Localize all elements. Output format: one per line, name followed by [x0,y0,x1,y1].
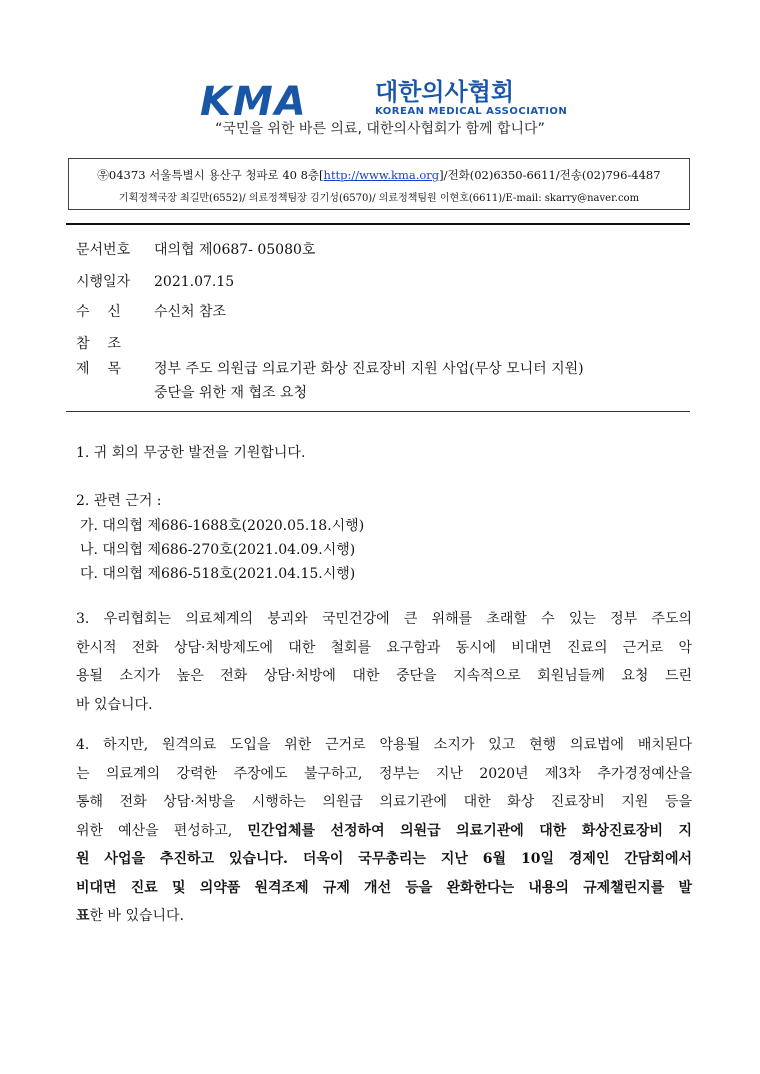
paragraph-4-bold-text: 표 [76,908,90,924]
header-divider [66,223,690,225]
website-link[interactable]: http://www.kma.org [323,168,440,182]
subject-line-1: 정부 주도 의원급 의료기관 화상 진료장비 지원 사업(무상 모니터 지원) [154,361,584,377]
recipient-row [76,302,226,322]
address-prefix: ㉾04373 서울특별시 용산구 청파로 40 8층[ [97,168,324,182]
recipient-label: 수 신 [76,304,121,320]
contact-box [68,158,690,210]
reference-row [76,334,154,354]
doc-number: 대의협 제0687- 05080호 [154,242,316,258]
slogan: “국민을 위한 바른 의료, 대한의사협회가 함께 합니다” [215,121,545,137]
doc-number-row [76,240,315,260]
paragraph-1: 1. 귀 회의 무궁한 발전을 기원합니다. [76,445,306,461]
subject-label: 제 목 [76,361,121,377]
doc-number-label: 문서번호 [76,242,131,258]
paragraph-4-bold-text: 민간업체를 선정하여 의원급 의료기관에 대한 화상진료장비 지 [247,822,692,839]
paragraph-4-normal-text: 위한 예산을 편성하고, [76,822,248,839]
reference-item: 나. 대의협 제686-270호(2021.04.09.시행) [80,542,356,558]
paragraph-2-title: 2. 관련 근거 : [76,493,162,509]
paragraph-4-bold-line: 원 사업을 추진하고 있습니다. 더욱이 국무총리는 지난 6월 10일 경제인 간담회에서 [76,851,692,867]
paragraph-3-line: 한시적 전화 상담·처방제도에 대한 철회를 요구함과 동시에 비대면 진료의 근거로 악 [76,639,692,656]
paragraph-4 [76,731,692,931]
logo-english-name: KOREAN MEDICAL ASSOCIATION [375,106,568,117]
kma-logo-mark: KMA [200,79,308,125]
subject-line-2: 중단을 위한 재 협조 요청 [154,385,308,401]
subject-divider [66,411,690,412]
paragraph-4-line-mixed [76,902,692,931]
contact-staff: 기획정책국장 최길만(6552)/ 의료정책팀장 김기성(6570)/ 의료정책팀원 이현호(6611)/E-mail: skarry@naver.com [118,193,640,204]
paragraph-3 [76,605,692,719]
subject-row [76,359,154,379]
date-label: 시행일자 [76,274,131,290]
address-suffix: ]/전화(02)6350-6611/전송(02)796-4487 [439,168,661,182]
reference-label: 참 조 [76,336,121,352]
date-value: 2021.07.15 [154,274,235,290]
paragraph-3-line: 3. 우리협회는 의료체계의 붕괴와 국민건강에 큰 위해를 초래할 수 있는 정부 주도의 [76,611,692,627]
date-row [76,272,234,292]
logo-korean-name: 대한의사협회 [375,78,515,106]
recipient-value: 수신처 참조 [154,304,227,320]
paragraph-3-line: 용될 소지가 높은 전화 상담·처방에 대한 중단을 지속적으로 회원님들께 요청 드린 [76,668,692,684]
paragraph-3-line: 바 있습니다. [76,696,153,713]
paragraph-4-line: 는 의료계의 강력한 주장에도 불구하고, 정부는 지난 2020년 제3차 추가경정예산을 [76,765,692,782]
paragraph-4-bold-line: 비대면 진료 및 의약품 원격조제 규제 개선 등을 완화한다는 내용의 규제챌린지를 발 [76,879,692,896]
paragraph-4-line: 4. 하지만, 원격의료 도입을 위한 근거로 악용될 소지가 있고 현행 의료법에 배치된다 [76,737,692,753]
reference-item: 가. 대의협 제686-1688호(2020.05.18.시행) [80,518,365,534]
contact-address [69,167,689,183]
reference-item: 다. 대의협 제686-518호(2021.04.15.시행) [80,566,356,582]
paragraph-4-line-mixed [76,817,692,846]
paragraph-4-normal-text: 한 바 있습니다. [89,908,185,924]
paragraph-4-line: 통해 전화 상담·처방을 시행하는 의원급 의료기관에 대한 화상 진료장비 지원 등을 [76,794,692,810]
